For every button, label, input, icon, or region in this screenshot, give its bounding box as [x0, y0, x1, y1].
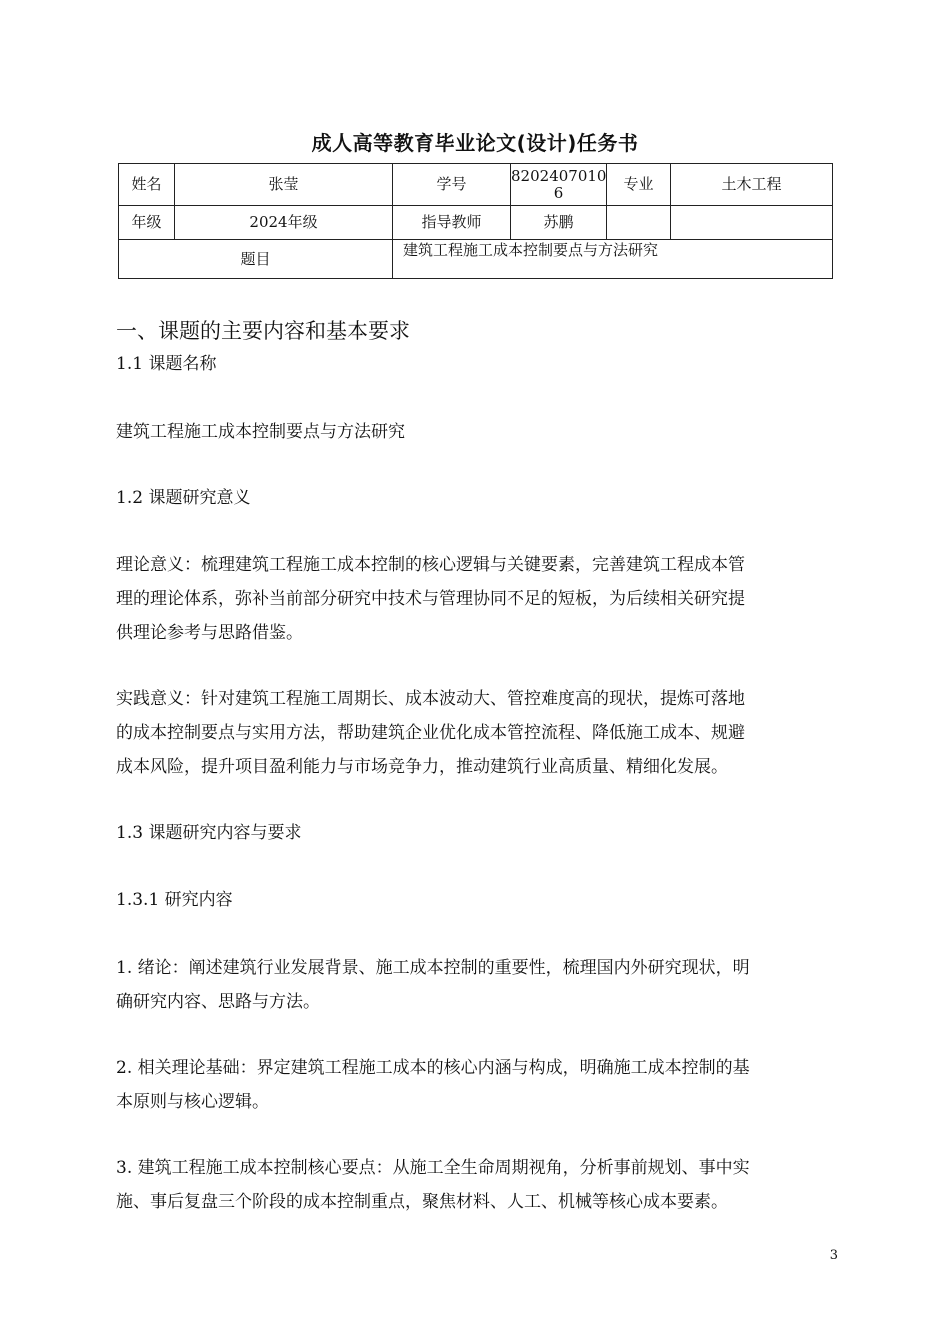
paragraph-line: 2. 相关理论基础：界定建筑工程施工成本的核心内涵与构成，明确施工成本控制的基 [116, 1058, 750, 1078]
empty-cell [671, 206, 833, 240]
name-label: 姓名 [119, 164, 175, 206]
paragraph-line: 供理论参考与思路借鉴。 [116, 623, 303, 643]
paragraph-line: 的成本控制要点与实用方法，帮助建筑企业优化成本管控流程、降低施工成本、规避 [116, 723, 745, 743]
content-item-2 [116, 1051, 838, 1119]
name-value: 张莹 [175, 164, 393, 206]
id-value [511, 164, 607, 206]
subsection-heading-1-3: 1.3 课题研究内容与要求 [116, 823, 302, 843]
table-row [119, 164, 833, 206]
paragraph-line: 理论意义：梳理建筑工程施工成本控制的核心逻辑与关键要素，完善建筑工程成本管 [116, 555, 745, 575]
major-label: 专业 [607, 164, 671, 206]
advisor-value: 苏鹏 [511, 206, 607, 240]
paragraph-line: 3. 建筑工程施工成本控制核心要点：从施工全生命周期视角，分析事前规划、事中实 [116, 1158, 750, 1178]
grade-value: 2024年级 [175, 206, 393, 240]
table-row [119, 206, 833, 240]
id-value-line1: 8202407010 [511, 166, 607, 185]
subsection-heading-1-1: 1.1 课题名称 [116, 354, 217, 374]
section-heading: 一、课题的主要内容和基本要求 [116, 319, 410, 343]
paragraph-line: 实践意义：针对建筑工程施工周期长、成本波动大、管控难度高的现状，提炼可落地 [116, 689, 745, 709]
topic-name-text: 建筑工程施工成本控制要点与方法研究 [116, 422, 405, 442]
paragraph-line: 成本风险，提升项目盈利能力与市场竞争力，推动建筑行业高质量、精细化发展。 [116, 757, 728, 777]
subsection-heading-1-3-1: 1.3.1 研究内容 [116, 890, 233, 910]
id-value-line2: 6 [553, 183, 564, 202]
content-item-3 [116, 1151, 838, 1219]
paragraph-line: 施、事后复盘三个阶段的成本控制重点，聚焦材料、人工、机械等核心成本要素。 [116, 1192, 728, 1212]
topic-label: 题目 [119, 240, 393, 279]
subsection-heading-1-2: 1.2 课题研究意义 [116, 488, 251, 508]
grade-label: 年级 [119, 206, 175, 240]
table-row [119, 240, 833, 279]
advisor-label: 指导教师 [393, 206, 511, 240]
document-title: 成人高等教育毕业论文(设计)任务书 [311, 131, 639, 155]
page-number: 3 [829, 1248, 838, 1263]
paragraph-line: 1. 绪论：阐述建筑行业发展背景、施工成本控制的重要性，梳理国内外研究现状，明 [116, 958, 750, 978]
content-item-1 [116, 951, 838, 1019]
info-table [118, 163, 833, 279]
major-value: 土木工程 [671, 164, 833, 206]
empty-cell [607, 206, 671, 240]
paragraph-line: 本原则与核心逻辑。 [116, 1092, 269, 1112]
paragraph-line: 确研究内容、思路与方法。 [116, 992, 320, 1012]
topic-value: 建筑工程施工成本控制要点与方法研究 [393, 240, 833, 279]
theory-significance-paragraph [116, 548, 838, 650]
paragraph-line: 理的理论体系，弥补当前部分研究中技术与管理协同不足的短板，为后续相关研究提 [116, 589, 745, 609]
practice-significance-paragraph [116, 682, 838, 784]
id-label: 学号 [393, 164, 511, 206]
